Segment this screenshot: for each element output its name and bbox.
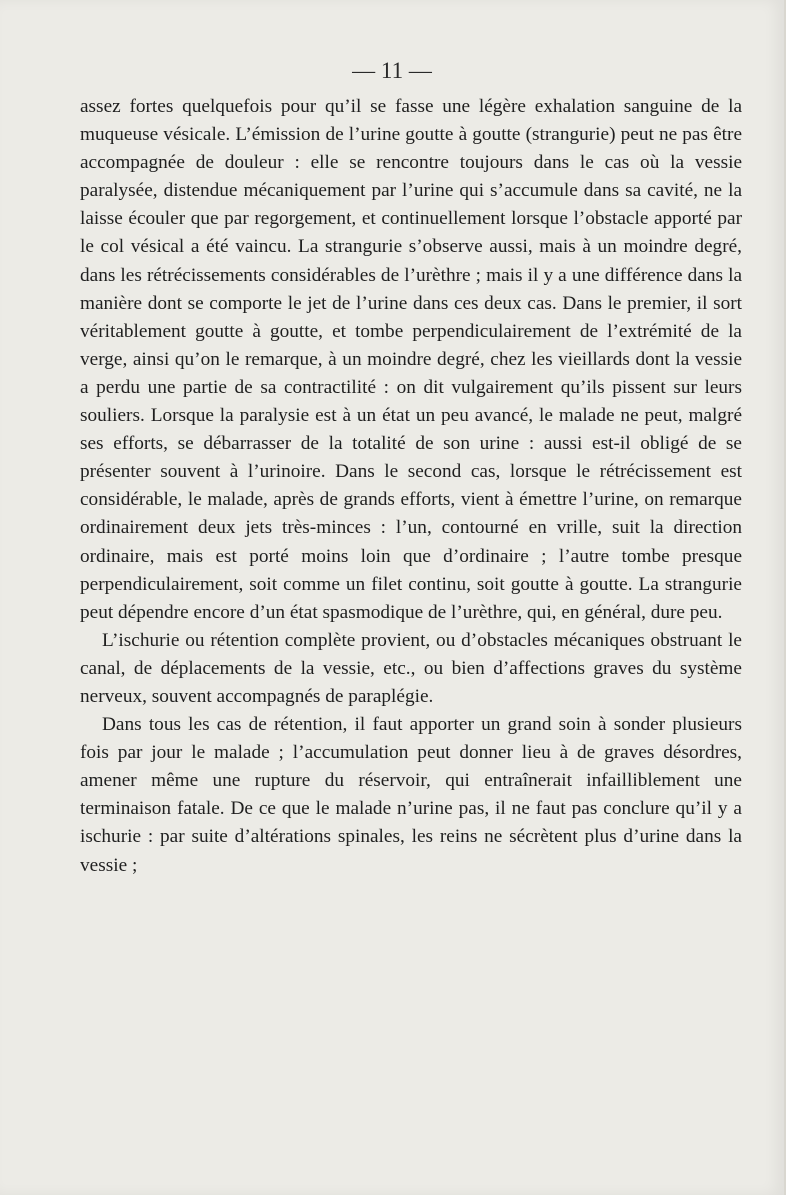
page-text <box>80 93 742 880</box>
paragraph-3: Dans tous les cas de rétention, il faut apporter un grand soin à sonder plusieurs fois par jour le malade ; l’accumulation peut donner lieu à de graves désordres, amener même une rupture du réservoir, qui entraînerait infailliblement une terminaison fatale. De ce que le malade n’urine pas, il ne faut pas conclure qu’il y a ischurie : par suite d’altérations spinales, les reins ne sécrètent plus d’urine dans la vessie ; <box>80 714 742 876</box>
page-number: — 11 — <box>352 58 432 83</box>
paragraph-2: L’ischurie ou rétention complète provient, ou d’obstacles mécaniques obstruant le canal, de déplacements de la vessie, etc., ou bien d’affections graves du système nerveux, souvent accompagnés de paraplégie. <box>80 629 742 707</box>
paragraph-1: assez fortes quelquefois pour qu’il se fasse une légère exhalation sanguine de la muqueuse vésicale. L’émission de l’urine goutte à goutte (strangurie) peut ne pas être accompagnée de douleur : elle se rencontre toujours dans le cas où la vessie paralysée, distendue mécaniquement par l’urine qui s’accumule dans sa cavité, ne la laisse écouler que par regorgement, et continuellement lorsque l’obstacle apporté par le col vésical a été vaincu. La strangurie s’observe aussi, mais à un moindre degré, dans les rétrécissements considérables de l’urèthre ; mais il y a une différence dans la manière dont se comporte le jet de l’urine dans ces deux cas. Dans le premier, il sort véritablement goutte à goutte, et tombe perpendiculairement de l’extrémité de la verge, ainsi qu’on le remarque, à un moindre degré, chez les vieillards dont la vessie a perdu une partie de sa contractilité : on dit vulgairement qu’ils pissent sur leurs souliers. Lorsque la paralysie est à un état un peu avancé, le malade ne peut, malgré ses efforts, se débarrasser de la totalité de son urine : aussi est-il obligé de se présenter souvent à l’urinoire. Dans le second cas, lorsque le rétrécissement est considérable, le malade, après de grands efforts, vient à émettre l’urine, on remarque ordinairement deux jets très-minces : l’un, contourné en vrille, suit la direction ordinaire, mais est porté moins loin que d’ordinaire ; l’autre tombe presque perpendiculairement, soit comme un filet continu, soit goutte à goutte. La strangurie peut dépendre encore d’un état spasmodique de l’urèthre, qui, en général, dure peu. <box>80 96 742 623</box>
